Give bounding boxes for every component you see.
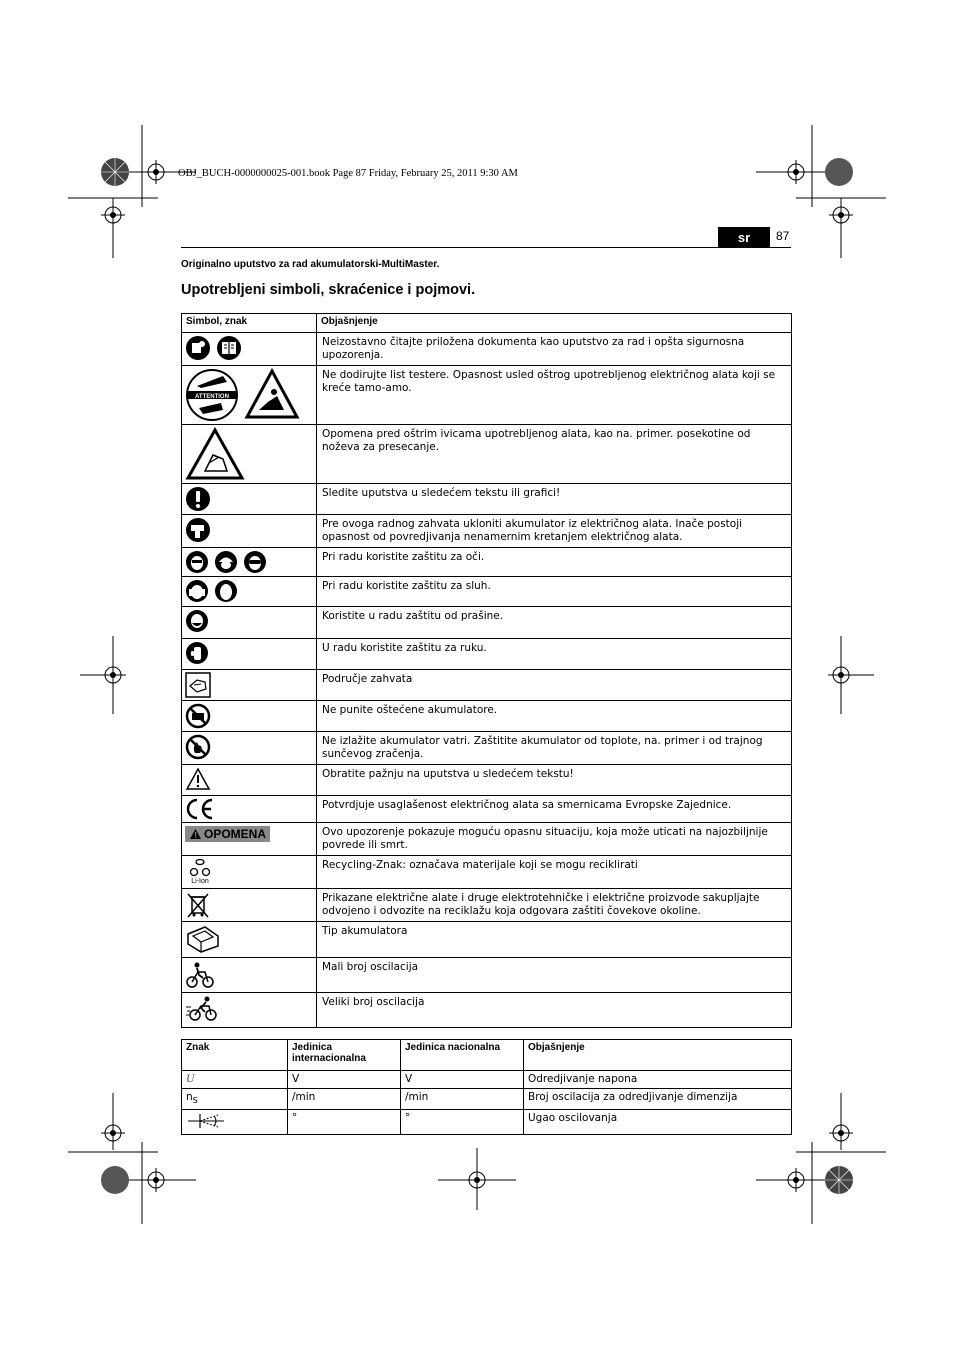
li-ion-label: Li-Ion: [191, 878, 209, 885]
col-explanation-header: Objašnjenje: [317, 314, 792, 333]
row-text: Tip akumulatora: [317, 922, 792, 958]
row-text: Ovo upozorenje pokazuje moguću opasnu situaciju, koja može uticati na najozbiljnije povrede ili smrt.: [317, 823, 792, 856]
col-symbol-header: Simbol, znak: [182, 314, 317, 333]
row-text: Opomena pred oštrim ivicama upotrebljenog alata, kao na. primer. posekotine od noževa za presecanje.: [317, 425, 792, 484]
national-unit: °: [401, 1110, 524, 1135]
col-sign-header: Znak: [182, 1040, 288, 1071]
language-badge: sr: [718, 227, 770, 248]
row-text: Ne izlažite akumulator vatri. Zaštitite akumulator od toplote, na. primer i od trajnog sunčevog zračenja.: [317, 732, 792, 765]
col-explanation-header: Objašnjenje: [524, 1040, 792, 1071]
row-text: Neizostavno čitajte priložena dokumenta kao uputstvo za rad i opšta sigurnosna upozorenja.: [317, 333, 792, 366]
sign-oscillation: n: [186, 1091, 193, 1103]
row-text: Veliki broj oscilacija: [317, 993, 792, 1028]
intl-unit: °: [288, 1110, 401, 1135]
row-text: Recycling-Znak: označava materijale koji se mogu reciklirati: [317, 856, 792, 889]
row-text: Sledite uputstva u sledećem tekstu ili grafici!: [317, 484, 792, 515]
sign-voltage: U: [186, 1073, 195, 1085]
row-text: Obratite pažnju na uputstva u sledećem tekstu!: [317, 765, 792, 796]
row-text: Ne dodirujte list testere. Opasnost usled oštrog upotrebljenog električnog alata koji se kreće tamo-amo.: [317, 366, 792, 425]
unit-explanation: Odredjivanje napona: [524, 1071, 792, 1089]
row-text: U radu koristite zaštitu za ruku.: [317, 639, 792, 670]
page-number: 87: [776, 229, 790, 243]
row-text: Pri radu koristite zaštitu za oči.: [317, 548, 792, 577]
row-text: Potvrdjuje usaglašenost električnog alata sa smernicama Evropske Zajednice.: [317, 796, 792, 823]
document-subtitle: Originalno uputstvo za rad akumulatorski-MultiMaster.: [181, 259, 440, 270]
national-unit: V: [401, 1071, 524, 1089]
row-text: Koristite u radu zaštitu od prašine.: [317, 607, 792, 639]
col-national-unit-header: Jedinica nacionalna: [401, 1040, 524, 1071]
book-info-line: OBJ_BUCH-0000000025-001.book Page 87 Friday, February 25, 2011 9:30 AM: [178, 168, 518, 179]
national-unit: /min: [401, 1089, 524, 1110]
col-intl-unit-header: Jedinica internacionalna: [288, 1040, 401, 1071]
row-text: Područje zahvata: [317, 670, 792, 701]
sign-subscript: S: [192, 1096, 198, 1106]
unit-explanation: Broj oscilacija za odredjivanje dimenzija: [524, 1089, 792, 1110]
opomena-text: OPOMENA: [204, 827, 267, 841]
intl-unit: V: [288, 1071, 401, 1089]
row-text: Pre ovoga radnog zahvata ukloniti akumulator iz električnog alata. Inače postoji opasnost od povredjivanja nenamernim kretanjem električnog alata.: [317, 515, 792, 548]
row-text: Ne punite oštećene akumulatore.: [317, 701, 792, 732]
row-text: Prikazane električne alate i druge elektrotehničke i električne proizvode sakupljajte odvojeno i odvozite na reciklažu koja odgovara zaštiti čovekove okoline.: [317, 889, 792, 922]
intl-unit: /min: [288, 1089, 401, 1110]
svg-text:ATTENTION: ATTENTION: [195, 394, 229, 400]
section-title: Upotrebljeni simboli, skraćenice i pojmovi.: [181, 282, 476, 298]
unit-explanation: Ugao oscilovanja: [524, 1110, 792, 1135]
row-text: Mali broj oscilacija: [317, 958, 792, 993]
row-text: Pri radu koristite zaštitu za sluh.: [317, 577, 792, 607]
